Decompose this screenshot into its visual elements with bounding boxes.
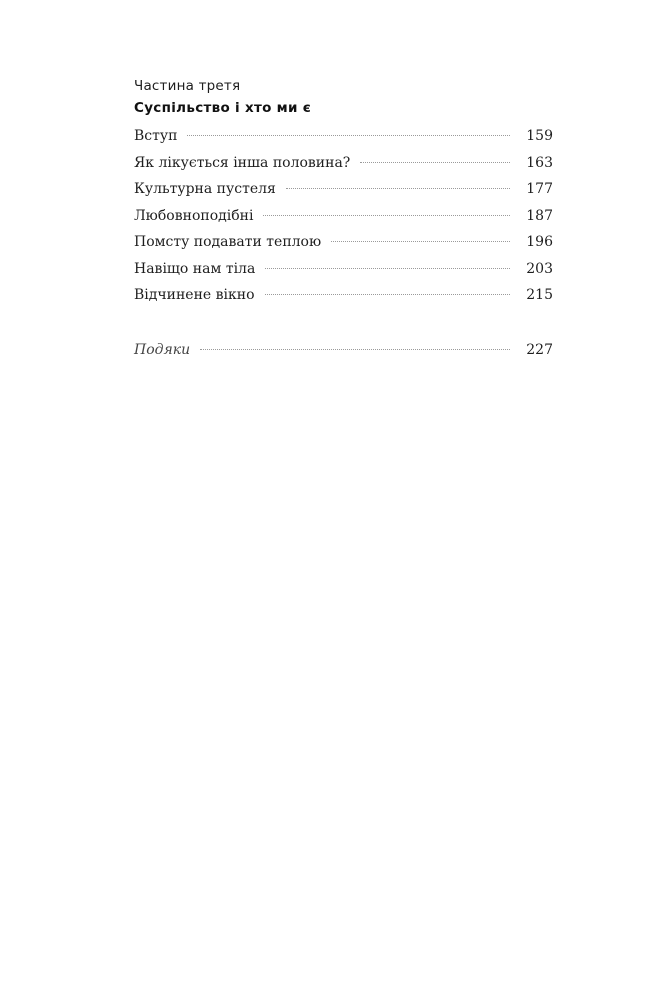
- toc-entry-page: 215: [526, 287, 553, 303]
- dot-leader: [286, 188, 510, 189]
- toc-entry-title: Навіщо нам тіла: [134, 260, 256, 277]
- toc-entry-page: 203: [526, 260, 553, 277]
- dot-leader: [265, 294, 511, 295]
- toc-entry-title: Відчинене вікно: [134, 287, 255, 303]
- toc-entry-title: Подяки: [134, 342, 191, 358]
- toc-entry-page: 159: [526, 128, 553, 144]
- dot-leader: [265, 268, 510, 269]
- part-title: Суспільство і хто ми є: [134, 100, 312, 116]
- dot-leader: [263, 215, 510, 216]
- toc-entry: [134, 128, 553, 155]
- toc-entry: [134, 261, 553, 288]
- acknowledgements-section: [134, 342, 553, 369]
- toc-entry-title: Любовноподібні: [134, 207, 254, 224]
- toc-entry-title: Вступ: [134, 128, 178, 144]
- dot-leader: [200, 349, 510, 350]
- toc-entry-page: 177: [526, 181, 553, 197]
- dot-leader: [360, 162, 510, 163]
- dot-leader: [187, 135, 510, 136]
- toc-entry-title: Культурна пустеля: [134, 181, 276, 197]
- table-of-contents: [134, 128, 553, 314]
- toc-entry-acknowledgements: [134, 342, 553, 369]
- toc-entry-title: Помсту подавати теплою: [134, 234, 322, 250]
- toc-entry: [134, 208, 553, 235]
- toc-entry-page: 196: [526, 234, 553, 250]
- toc-entry-page: 227: [526, 342, 553, 358]
- toc-entry: [134, 155, 553, 182]
- dot-leader: [331, 241, 510, 242]
- toc-entry-page: 163: [526, 154, 553, 171]
- toc-entry-page: 187: [526, 207, 553, 224]
- part-label: Частина третя: [134, 78, 241, 94]
- toc-entry: [134, 234, 553, 261]
- toc-entry-title: Як лікується інша половина?: [134, 154, 351, 171]
- toc-entry: [134, 287, 553, 314]
- toc-entry: [134, 181, 553, 208]
